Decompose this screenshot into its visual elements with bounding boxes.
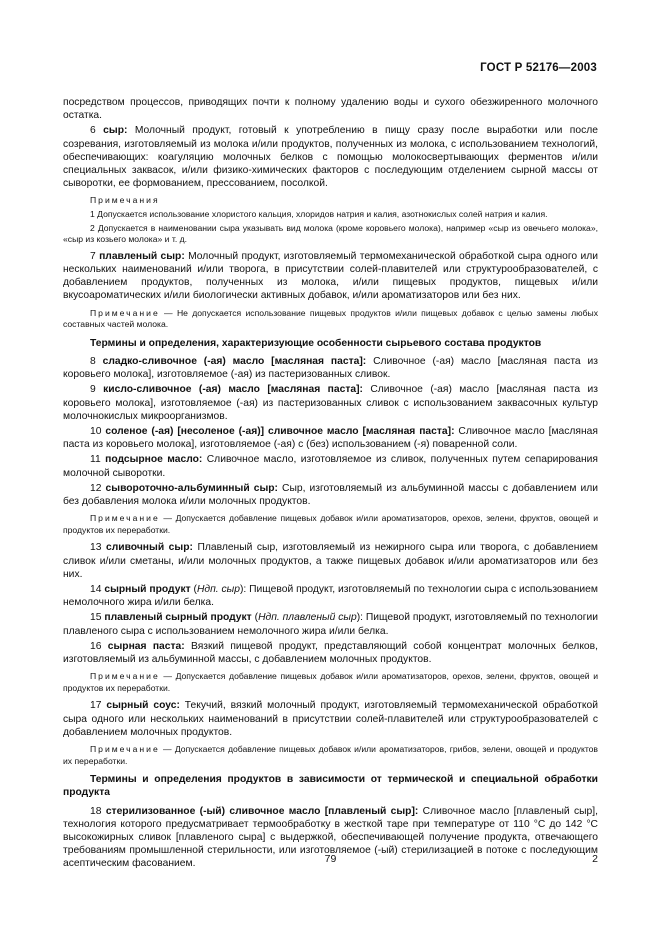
note-term-17: Примечание — Допускается добавление пищевых добавок и/или ароматизаторов, грибов, зелени, овощей и продуктов их переработки. [63, 744, 598, 766]
note-term-16: Примечание — Допускается добавление пищевых добавок и/или ароматизаторов, орехов, зелени, фруктов, овощей и продуктов их переработки. [63, 671, 598, 693]
term-15-ndp: Ндп. плавленый сыр [258, 612, 357, 624]
term-11: 11 подсырное масло: Сливочное масло, изготовляемое из сливок, полученных путем сепарирования молочной сыворотки. [63, 454, 598, 479]
term-6-name: сыр: [103, 125, 128, 137]
term-9-name: кисло-сливочное (-ая) масло [масляная паста]: [103, 384, 363, 396]
term-16: 16 сырная паста: Вязкий пищевой продукт, представляющий собой концентрат молочных белков, изготовляемый из альбуминной массы, с добавлением молочных продуктов. [63, 640, 598, 666]
term-18-name: стерилизованное (-ый) сливочное масло [плавленый сыр]: [105, 805, 419, 817]
term-9: 9 кисло-сливочное (-ая) масло [масляная паста]: Сливочное (-ая) масло [масляная паста из коровьего молока], изготовляемое (-ая) из пастеризованных сливок с использованием заквасочных культур молочнокислых микроорганизмов. [63, 384, 598, 422]
section-heading-thermal-processing: Термины и определения продуктов в зависимости от термической и специальной обработки продукта [63, 774, 598, 799]
page-content [63, 96, 598, 873]
term-11-name: подсырное масло: [105, 454, 203, 466]
term-7: 7 плавленый сыр: Молочный продукт, изготовляемый термомеханической обработкой сыра одного или нескольких наименований и/или творога, в присутствии солей-плавителей или структурообразователей, с добавлением продуктов, полученных из молока, и/или пищевых продуктов, пищевых и/или вкусоароматических и/или биологически активных добавок, и/или ароматизаторов или без них. [63, 250, 598, 302]
document-id: ГОСТ Р 52176—2003 [480, 62, 597, 74]
term-10-name: соленое (-ая) [несоленое (-ая)] сливочное масло [масляная паста]: [105, 426, 455, 438]
term-12: 12 сывороточно-альбуминный сыр: Сыр, изготовляемый из альбуминной массы с добавлением или без добавления молока и/или молочных продуктов. [63, 482, 598, 508]
note-1: 1 Допускается использование хлористого кальция, хлоридов натрия и калия, азотнокислых солей натрия и калия. [90, 209, 548, 220]
note-2: 2 Допускается в наименовании сыра указывать вид молока (кроме коровьего молока), например «сыр из овечьего молока», «сыр из козьего молока» и т. д. [63, 222, 598, 245]
term-15-name: плавленый сырный продукт [104, 612, 252, 624]
term-7-name: плавленый сыр: [99, 250, 185, 262]
section-heading-raw-material: Термины и определения, характеризующие особенности сырьевого состава продуктов [90, 337, 542, 349]
term-15: 15 плавленый сырный продукт (Ндп. плавленый сыр): Пищевой продукт, изготовляемый по технологии плавленого сыра с использованием немолочного жира и/или белка. [63, 612, 599, 637]
continued-paragraph: посредством процессов, приводящих почти к полному удалению воды и сухого обезжиренного молочного остатка. [63, 97, 598, 122]
term-18: 18 стерилизованное (-ый) сливочное масло [плавленый сыр]: Сливочное масло [плавленый сыр], технология которого предусматривает термообработку в жесткой таре при температуре от 110 °С до 142 °С высокожирных сливок [плавленого сыра] с выдержкой, обеспечивающей получение продукта, отвечающего требованиям промышленной стерильности, или изготовляемое (-ый) стерилизацией в потоке с последующим асептическим фасованием. [63, 805, 598, 870]
term-14: 14 сырный продукт (Ндп. сыр): Пищевой продукт, изготовляемый по технологии сыра с использованием немолочного жира и/или белка. [63, 584, 598, 609]
term-6: 6 сыр: Молочный продукт, готовый к употреблению в пищу сразу после выработки или после созревания, изготовляемый из молока и/или продуктов, полученных из молока, с использованием технологий, обеспечивающих: коагуляцию молочных белков с помощью молокосвертывающих ферментов и/или специальных заквасок, и/или физико-химических факторов с последующим отделением сырной массы от сыворотки, ее формованием, прессованием, посолкой. [63, 125, 598, 190]
term-12-name: сывороточно-альбуминный сыр: [105, 482, 278, 494]
notes-term-6 [63, 195, 598, 245]
page-number-center: 79 [324, 853, 337, 865]
term-17: 17 сырный соус: Текучий, вязкий молочный продукт, изготовляемый термомеханической обработкой сыра одного или нескольких наименований в присутствии солей-плавителей или структурообразователей с добавлением молочных продуктов. [63, 700, 598, 738]
term-10: 10 соленое (-ая) [несоленое (-ая)] сливочное масло [масляная паста]: Сливочное масло [масляная паста из коровьего молока], изготовляемое (-ая) с (без) использованием (-я) поваренной соли. [63, 426, 598, 451]
term-13: 13 сливочный сыр: Плавленый сыр, изготовляемый из нежирного сыра или творога, с добавлением сливок и/или сметаны, и/или молочных продуктов, а также пищевых добавок и/или ароматизаторов или без них. [63, 542, 599, 580]
note-term-7: Примечание — Не допускается использование пищевых продуктов и/или пищевых добавок с целью замены любых составных частей молока. [63, 307, 598, 330]
term-13-name: сливочный сыр: [106, 542, 193, 554]
term-14-ndp: Ндп. сыр [196, 584, 240, 596]
term-17-name: сырный соус: [106, 700, 180, 712]
term-8-name: сладко-сливочное (-ая) масло [масляная паста]: [102, 356, 367, 367]
term-14-name: сырный продукт [104, 584, 191, 596]
note-term-12: Примечание — Допускается добавление пищевых добавок и/или ароматизаторов, орехов, зелени, фруктов, овощей и продуктов их переработки. [63, 513, 598, 535]
term-8: 8 сладко-сливочное (-ая) масло [масляная паста]: Сливочное (-ая) масло [масляная паста из коровьего молока], изготовляемое (-ая) из пастеризованных сливок. [63, 356, 598, 381]
term-16-name: сырная паста: [107, 640, 185, 652]
notes-heading: Примечания [90, 195, 160, 206]
page-number-right: 2 [592, 853, 598, 865]
